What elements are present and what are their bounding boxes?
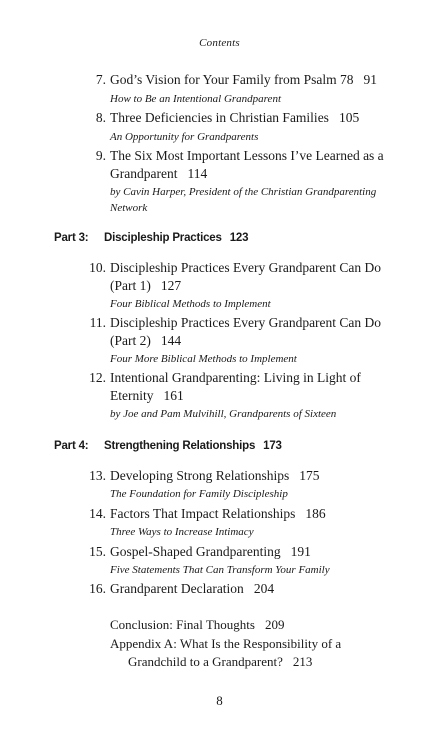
chapter-title-text: Eternity (110, 388, 154, 403)
part-page: 123 (229, 232, 249, 244)
chapter-number: 15. (89, 544, 106, 559)
back-matter-page: 213 (292, 654, 313, 669)
chapter-title-text: Grandparent (110, 166, 178, 181)
back-matter-title-cont (110, 654, 410, 670)
chapter-number: 12. (89, 370, 106, 385)
chapter-title (110, 468, 410, 484)
chapter-subtitle: Four More Biblical Methods to Implement (110, 353, 297, 365)
part-page: 173 (263, 440, 282, 452)
chapter-page: 191 (290, 544, 311, 559)
chapter-title (110, 544, 410, 560)
back-matter-title: Conclusion: Final Thoughts (110, 617, 255, 632)
chapter-title (110, 278, 410, 294)
chapter-number: 7. (95, 72, 106, 87)
chapter-number: 11. (89, 315, 106, 330)
chapter-number: 14. (89, 506, 106, 521)
chapter-number: 13. (89, 468, 106, 483)
chapter-page: 186 (305, 506, 326, 521)
part-heading-4 (54, 440, 414, 452)
back-matter-title: Appendix A: What Is the Responsibility of a (110, 636, 342, 651)
chapter-page: 114 (187, 166, 208, 181)
chapter-title-text: Three Deficiencies in Christian Families (110, 110, 329, 125)
chapter-title-text: God’s Vision for Your Family from Psalm 78 (110, 72, 354, 87)
back-matter-page: 209 (264, 617, 285, 632)
chapter-title (110, 166, 410, 182)
chapter-title-line: The Six Most Important Lessons I’ve Learned as a (110, 148, 384, 163)
chapter-number: 8. (95, 110, 106, 125)
chapter-page: 175 (299, 468, 320, 483)
chapter-title (110, 333, 410, 349)
chapter-title (110, 506, 410, 522)
chapter-page: 204 (253, 581, 275, 596)
chapter-title (110, 388, 410, 404)
chapter-subtitle: Four Biblical Methods to Implement (110, 298, 271, 310)
chapter-title (110, 110, 410, 126)
chapter-title-text: Developing Strong Relationships (110, 468, 290, 483)
chapter-number: 16. (89, 581, 106, 596)
chapter-page: 91 (363, 72, 377, 87)
chapter-subtitle: The Foundation for Family Discipleship (110, 488, 288, 500)
chapter-subtitle: Network (110, 202, 148, 214)
part-label: Part 3: (54, 232, 89, 244)
chapter-title-text: Factors That Impact Relationships (110, 506, 296, 521)
chapter-title-line: Discipleship Practices Every Grandparent Can Do (110, 260, 382, 275)
toc-entry-appendix-cont (110, 654, 410, 670)
chapter-title-text: Grandparent Declaration (110, 581, 244, 596)
part-heading-3 (54, 232, 414, 244)
chapter-title-line: Discipleship Practices Every Grandparent Can Do (110, 315, 382, 330)
part-title: Discipleship Practices (104, 232, 222, 244)
chapter-title (110, 72, 410, 88)
chapter-title (110, 581, 410, 597)
chapter-page: 161 (163, 388, 184, 403)
chapter-title-text: Gospel-Shaped Grandparenting (110, 544, 281, 559)
chapter-title-line: Intentional Grandparenting: Living in Light of (110, 370, 361, 385)
part-label: Part 4: (54, 440, 89, 452)
part-title: Strengthening Relationships (104, 440, 256, 452)
chapter-subtitle: How to Be an Intentional Grandparent (110, 93, 281, 105)
toc-entry-appendix (110, 636, 410, 652)
chapter-subtitle: An Opportunity for Grandparents (110, 131, 259, 143)
chapter-page: 105 (338, 110, 360, 125)
chapter-number: 10. (89, 260, 106, 275)
chapter-subtitle: Five Statements That Can Transform Your Family (110, 564, 330, 576)
back-matter-title-text: Grandchild to a Grandparent? (128, 654, 283, 669)
chapter-title-text: (Part 2) (110, 333, 151, 348)
chapter-subtitle: Three Ways to Increase Intimacy (110, 526, 254, 538)
chapter-title-text: (Part 1) (110, 278, 151, 293)
chapter-number: 9. (95, 148, 106, 163)
chapter-page: 144 (160, 333, 182, 348)
chapter-subtitle: by Joe and Pam Mulvihill, Grandparents of Sixteen (110, 408, 337, 420)
page-number: 8 (216, 693, 223, 708)
chapter-subtitle: by Cavin Harper, President of the Christian Grandparenting (110, 186, 377, 198)
chapter-page: 127 (160, 278, 182, 293)
running-head: Contents (199, 37, 240, 49)
toc-entry-conclusion (110, 617, 410, 633)
